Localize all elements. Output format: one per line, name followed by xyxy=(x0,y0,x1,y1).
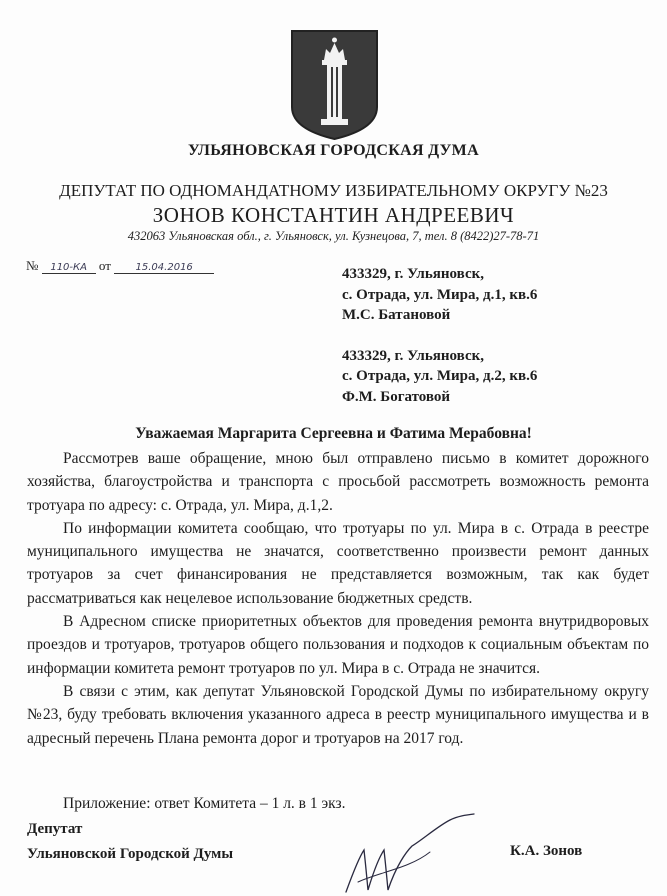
signatory-title-line: Ульяновской Городской Думы xyxy=(27,846,234,862)
recipient xyxy=(342,346,537,408)
deputy-name: ЗОНОВ КОНСТАНТИН АНДРЕЕВИЧ xyxy=(152,203,515,227)
body-paragraph: Рассмотрев ваше обращение, мною был отправлено письмо в комитет дорожного хозяйства, благоустройства и транспорта с просьбой рассмотреть возможность ремонта тротуара по адресу: с. Отрада, ул. Мира, д.1,2. xyxy=(27,450,649,514)
recipient-name: М.С. Батановой xyxy=(342,307,451,323)
signatory-title-line: Депутат xyxy=(27,821,83,837)
outgoing-date: 15.04.2016 xyxy=(114,262,214,274)
letter-body xyxy=(27,447,649,750)
outgoing-number: 110-КА xyxy=(42,262,96,274)
signatory-title xyxy=(27,817,233,867)
greeting: Уважаемая Маргарита Сергеевна и Фатима Мерабовна! xyxy=(135,425,532,442)
deputy-constituency: ДЕПУТАТ ПО ОДНОМАНДАТНОМУ ИЗБИРАТЕЛЬНОМУ ОКРУГУ №23 xyxy=(59,181,608,200)
recipient xyxy=(342,264,537,326)
signature-icon xyxy=(340,812,480,896)
body-paragraph: В Адресном списке приоритетных объектов для проведения ремонта внутридворовых проездов и тротуаров, тротуаров общего пользования и подходов к социальным объектам по информации комитета ремонт тротуаров по ул. Мира в с. Отрада не значится. xyxy=(27,613,649,677)
recipient-street: с. Отрада, ул. Мира, д.1, кв.6 xyxy=(342,286,538,303)
deputy-address: 432063 Ульяновская обл., г. Ульяновск, ул. Кузнецова, 7, тел. 8 (8422)27-78-71 xyxy=(127,229,540,243)
number-label: № xyxy=(26,258,39,273)
coat-of-arms-icon xyxy=(290,29,379,141)
org-name: УЛЬЯНОВСКАЯ ГОРОДСКАЯ ДУМА xyxy=(188,142,479,159)
signatory-name: К.А. Зонов xyxy=(510,843,583,859)
recipient-street: с. Отрада, ул. Мира, д.2, кв.6 xyxy=(342,368,538,384)
attachment-note: Приложение: ответ Комитета – 1 л. в 1 экз. xyxy=(63,795,346,812)
date-label: от xyxy=(98,258,111,273)
outgoing-number-line xyxy=(26,258,214,274)
recipient-city: 433329, г. Ульяновск, xyxy=(342,347,485,364)
recipient-city: 433329, г. Ульяновск, xyxy=(342,266,485,282)
recipient-name: Ф.М. Богатовой xyxy=(342,388,451,405)
body-paragraph: По информации комитета сообщаю, что тротуары по ул. Мира в с. Отрада в реестре муниципального имущества не значатся, соответственно произвести ремонт данных тротуаров за счет финансирования не представляется возможным, так как будет рассматриваться как нецелевое использование бюджетных средств. xyxy=(27,519,649,607)
recipients-block xyxy=(342,264,537,427)
body-paragraph: В связи с этим, как депутат Ульяновской Городской Думы по избирательному округу №23, буду требовать включения указанного адреса в реестр муниципального имущества и в адресный перечень Плана ремонта дорог и тротуаров на 2017 год. xyxy=(27,682,649,747)
